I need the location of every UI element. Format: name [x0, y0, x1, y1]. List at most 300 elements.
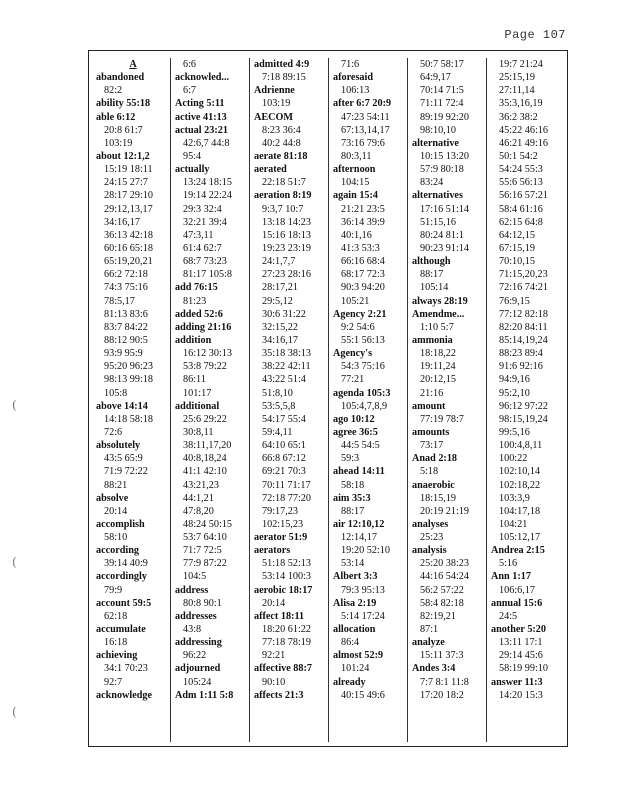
index-reference: 90:23 91:14: [420, 242, 469, 254]
index-reference: 91:6 92:16: [499, 361, 543, 373]
index-reference: 12:14,17: [341, 532, 377, 544]
index-reference: 15:19 18:11: [104, 164, 153, 176]
index-reference: 14:18 58:18: [104, 413, 153, 425]
index-reference: 7:18 89:15: [262, 72, 306, 84]
index-reference: 103:19: [104, 137, 133, 149]
index-reference: 90:10: [262, 676, 286, 688]
index-reference: 77:18 78:19: [262, 637, 311, 649]
index-reference: 69:21 70:3: [262, 466, 306, 478]
index-reference: 43:21,23: [183, 479, 219, 491]
index-reference: 77:9 87:22: [183, 558, 227, 570]
index-reference: 25:6 29:22: [183, 413, 227, 425]
index-headword: analyze: [412, 637, 445, 649]
index-reference: 93:9 95:9: [104, 348, 143, 360]
index-reference: 24:5: [499, 610, 518, 622]
index-headword: above 14:14: [96, 400, 148, 412]
index-reference: 67:13,14,17: [341, 124, 390, 136]
index-reference: 95:2,10: [499, 387, 530, 399]
index-reference: 34:16,17: [104, 216, 140, 228]
index-reference: 83:7 84:22: [104, 321, 148, 333]
index-headword: abandoned: [96, 72, 145, 84]
index-headword: agenda 105:3: [333, 387, 391, 399]
index-reference: 66:8 67:12: [262, 453, 306, 465]
index-column-4: [329, 58, 408, 742]
index-reference: 29:5,12: [262, 295, 293, 307]
index-headword: Amendme...: [412, 308, 465, 320]
index-reference: 53:7 64:10: [183, 532, 227, 544]
index-reference: 53:5,5,8: [262, 400, 296, 412]
index-reference: 15:16 18:13: [262, 229, 311, 241]
index-reference: 105:21: [341, 295, 370, 307]
index-reference: 71:7 72:5: [183, 545, 222, 557]
index-reference: 77:12 82:18: [499, 308, 548, 320]
index-reference: 88:17: [420, 269, 444, 281]
index-reference: 24:1,7,7: [262, 256, 296, 268]
index-headword: Agency's: [333, 348, 373, 360]
index-reference: 88:21: [104, 479, 128, 491]
index-reference: 39:14 40:9: [104, 558, 148, 570]
index-reference: 40:15 49:6: [341, 689, 385, 701]
index-reference: 36:2 38:2: [499, 111, 538, 123]
index-headword: annual 15:6: [491, 597, 543, 609]
index-headword: additional: [175, 400, 220, 412]
index-reference: 94:9,16: [499, 374, 530, 386]
index-headword: allocation: [333, 624, 376, 636]
index-headword: actually: [175, 164, 210, 176]
index-reference: 51:18 52:13: [262, 558, 311, 570]
index-headword: Andes 3:4: [412, 663, 456, 675]
index-headword: affect 18:11: [254, 610, 305, 622]
index-reference: 104:17,18: [499, 505, 541, 517]
index-reference: 89:19 92:20: [420, 111, 469, 123]
index-headword: about 12:1,2: [96, 150, 150, 162]
index-reference: 101:24: [341, 663, 370, 675]
index-reference: 10:15 13:20: [420, 150, 469, 162]
index-headword: Agency 2:21: [333, 308, 387, 320]
index-headword: ability 55:18: [96, 98, 151, 110]
index-reference: 6:7: [183, 85, 197, 97]
index-headword: Acting 5:11: [175, 98, 225, 110]
index-headword: agree 36:5: [333, 426, 378, 438]
index-reference: 29:3 32:4: [183, 203, 222, 215]
index-reference: 58:10: [104, 532, 128, 544]
index-reference: 88:23 89:4: [499, 348, 543, 360]
index-reference: 105:24: [183, 676, 212, 688]
index-reference: 48:24 50:15: [183, 518, 232, 530]
index-reference: 41:3 53:3: [341, 242, 380, 254]
index-reference: 92:7: [104, 676, 123, 688]
index-reference: 20:14: [104, 505, 128, 517]
index-reference: 103:3,9: [499, 492, 530, 504]
index-reference: 41:1 42:10: [183, 466, 227, 478]
index-reference: 53:8 79:22: [183, 361, 227, 373]
index-reference: 72:16 74:21: [499, 282, 548, 294]
index-reference: 28:17 29:10: [104, 190, 153, 202]
index-reference: 66:2 72:18: [104, 269, 148, 281]
index-reference: 64:9,17: [420, 72, 451, 84]
index-reference: 9:3,7 10:7: [262, 203, 304, 215]
index-reference: 88:17: [341, 505, 365, 517]
index-headword: adjourned: [175, 663, 221, 675]
index-reference: 22:18 51:7: [262, 177, 306, 189]
index-reference: 95:4: [183, 150, 202, 162]
index-reference: 5:18: [420, 466, 439, 478]
index-reference: 44:16 54:24: [420, 571, 469, 583]
index-headword: amounts: [412, 426, 450, 438]
index-reference: 68:17 72:3: [341, 269, 385, 281]
index-reference: 34:16,17: [262, 334, 298, 346]
index-headword: aerated: [254, 164, 287, 176]
index-reference: 27:23 28:16: [262, 269, 311, 281]
index-headword: absolve: [96, 492, 129, 504]
index-reference: 8:23 36:4: [262, 124, 301, 136]
index-reference: 96:12 97:22: [499, 400, 548, 412]
index-headword: already: [333, 676, 366, 688]
index-reference: 105:8: [104, 387, 128, 399]
index-headword: aim 35:3: [333, 492, 371, 504]
index-reference: 104:15: [341, 177, 370, 189]
index-reference: 88:12 90:5: [104, 334, 148, 346]
margin-mark: (: [12, 705, 17, 719]
index-reference: 27:11,14: [499, 85, 535, 97]
index-reference: 53:14 100:3: [262, 571, 311, 583]
index-reference: 62:15 64:8: [499, 216, 543, 228]
index-reference: 50:7 58:17: [420, 59, 464, 70]
index-reference: 17:16 51:14: [420, 203, 469, 215]
index-column-2: [171, 58, 250, 742]
index-reference: 76:9,15: [499, 295, 530, 307]
index-reference: 29:14 45:6: [499, 650, 543, 662]
index-reference: 57:9 80:18: [420, 164, 464, 176]
index-headword: aforesaid: [333, 72, 373, 84]
index-headword: aerators: [254, 545, 291, 557]
index-reference: 90:3 94:20: [341, 282, 385, 294]
index-headword: admitted 4:9: [254, 59, 310, 70]
index-headword: acknowled...: [175, 72, 230, 84]
index-headword: ahead 14:11: [333, 466, 385, 478]
index-reference: 105:12,17: [499, 532, 541, 544]
index-reference: 19:7 21:24: [499, 59, 543, 70]
index-reference: 70:10,15: [499, 256, 535, 268]
index-reference: 13:24 18:15: [183, 177, 232, 189]
index-reference: 51:15,16: [420, 216, 456, 228]
index-reference: 85:14,19,24: [499, 334, 548, 346]
index-reference: 32:15,22: [262, 321, 298, 333]
index-headword: addressing: [175, 637, 222, 649]
index-headword: added 52:6: [175, 308, 223, 320]
index-reference: 18:15,19: [420, 492, 456, 504]
index-reference: 98:10,10: [420, 124, 456, 136]
index-reference: 101:17: [183, 387, 212, 399]
index-headword: adding 21:16: [175, 321, 232, 333]
index-headword: accumulate: [96, 624, 146, 636]
index-reference: 19:14 22:24: [183, 190, 232, 202]
index-reference: 74:3 75:16: [104, 282, 148, 294]
index-headword: addresses: [175, 610, 217, 622]
index-headword: Alisa 2:19: [333, 597, 377, 609]
index-reference: 56:2 57:22: [420, 584, 464, 596]
index-columns: [92, 58, 568, 742]
index-reference: 77:19 78:7: [420, 413, 464, 425]
index-headword: another 5:20: [491, 624, 546, 636]
index-reference: 67:15,19: [499, 242, 535, 254]
index-reference: 100:4,8,11: [499, 440, 543, 452]
index-reference: 46:21 49:16: [499, 137, 548, 149]
index-headword: answer 11:3: [491, 676, 543, 688]
index-headword: aeration 8:19: [254, 190, 312, 202]
index-reference: 43:8: [183, 624, 202, 636]
index-reference: 36:14 39:9: [341, 216, 385, 228]
index-reference: 13:11 17:1: [499, 637, 543, 649]
index-reference: 25:15,19: [499, 72, 535, 84]
index-reference: 14:20 15:3: [499, 689, 543, 701]
index-reference: 105:14: [420, 282, 449, 294]
index-reference: 47:3,11: [183, 229, 214, 241]
index-reference: 79:9: [104, 584, 123, 596]
index-reference: 82:19,21: [420, 610, 456, 622]
index-reference: 83:24: [420, 177, 444, 189]
index-reference: 18:18,22: [420, 348, 456, 360]
index-reference: 32:21 39:4: [183, 216, 227, 228]
index-headword: alternative: [412, 137, 459, 149]
index-column-1: [92, 58, 171, 742]
index-reference: 15:11 37:3: [420, 650, 464, 662]
index-reference: 25:23: [420, 532, 444, 544]
index-reference: 58:18: [341, 479, 365, 491]
index-headword: absolutely: [96, 440, 141, 452]
index-reference: 40:1,16: [341, 229, 372, 241]
index-reference: 99:5,16: [499, 426, 530, 438]
index-reference: 72:18 77:20: [262, 492, 311, 504]
index-column-6: [487, 58, 566, 742]
index-headword: Ann 1:17: [491, 571, 531, 583]
index-reference: 45:22 46:16: [499, 124, 548, 136]
index-reference: 102:15,23: [262, 518, 304, 530]
index-reference: 70:14 71:5: [420, 85, 464, 97]
index-reference: 82:20 84:11: [499, 321, 548, 333]
index-headword: ammonia: [412, 334, 453, 346]
index-reference: 104:21: [499, 518, 528, 530]
index-reference: 86:11: [183, 374, 206, 386]
index-headword: active 41:13: [175, 111, 227, 123]
index-reference: 44:1,21: [183, 492, 214, 504]
index-reference: 82:2: [104, 85, 123, 97]
page-number: Page 107: [504, 28, 566, 42]
index-reference: 55:6 56:13: [499, 177, 543, 189]
index-reference: 29:12,13,17: [104, 203, 153, 215]
index-reference: 96:22: [183, 650, 207, 662]
index-reference: 58:19 99:10: [499, 663, 548, 675]
index-reference: 51:8,10: [262, 387, 293, 399]
index-reference: 20:8 61:7: [104, 124, 143, 136]
margin-mark: (: [12, 398, 17, 412]
index-reference: 17:20 18:2: [420, 689, 464, 701]
index-reference: 71:11 72:4: [420, 98, 464, 110]
index-reference: 54:3 75:16: [341, 361, 385, 373]
index-reference: 25:20 38:23: [420, 558, 469, 570]
index-reference: 71:15,20,23: [499, 269, 548, 281]
index-reference: 38:22 42:11: [262, 361, 311, 373]
index-reference: 53:14: [341, 558, 365, 570]
index-reference: 86:4: [341, 637, 360, 649]
index-reference: 20:12,15: [420, 374, 456, 386]
index-headword: accordingly: [96, 571, 147, 583]
index-reference: 16:18: [104, 637, 128, 649]
index-headword: AECOM: [254, 111, 294, 123]
index-headword: acknowledge: [96, 689, 153, 701]
index-headword: air 12:10,12: [333, 518, 385, 530]
index-headword: address: [175, 584, 209, 596]
index-headword: Andrea 2:15: [491, 545, 545, 557]
index-reference: 73:16 79:6: [341, 137, 385, 149]
index-headword: always 28:19: [412, 295, 468, 307]
index-reference: 59:4,11: [262, 426, 293, 438]
index-reference: 38:11,17,20: [183, 440, 232, 452]
index-reference: 54:24 55:3: [499, 164, 543, 176]
index-headword: after 6:7 20:9: [333, 98, 392, 110]
index-reference: 98:15,19,24: [499, 413, 548, 425]
index-headword: aerator 51:9: [254, 532, 308, 544]
index-reference: 81:13 83:6: [104, 308, 148, 320]
index-headword: analyses: [412, 518, 449, 530]
index-reference: 64:12,15: [499, 229, 535, 241]
index-reference: 5:16: [499, 558, 518, 570]
index-reference: 16:12 30:13: [183, 348, 232, 360]
index-reference: 13:18 14:23: [262, 216, 311, 228]
index-column-3: [250, 58, 329, 742]
index-reference: 92:21: [262, 650, 286, 662]
index-headword: affects 21:3: [254, 689, 304, 701]
index-reference: 78:5,17: [104, 295, 135, 307]
index-reference: 100:22: [499, 453, 528, 465]
index-reference: 35:18 38:13: [262, 348, 311, 360]
index-reference: 80:3,11: [341, 150, 372, 162]
index-reference: 44:5 54:5: [341, 440, 380, 452]
index-reference: 61:4 62:7: [183, 242, 222, 254]
index-headword: afternoon: [333, 164, 376, 176]
index-headword: analysis: [412, 545, 447, 557]
index-reference: 65:19,20,21: [104, 256, 153, 268]
index-headword: Albert 3:3: [333, 571, 378, 583]
index-reference: 19:20 52:10: [341, 545, 390, 557]
index-reference: 20:19 21:19: [420, 505, 469, 517]
index-reference: 104:5: [183, 571, 207, 583]
index-reference: 71:6: [341, 59, 360, 70]
index-headword: Adm 1:11 5:8: [175, 689, 234, 701]
index-reference: 21:16: [420, 387, 444, 399]
index-reference: 19:11,24: [420, 361, 456, 373]
index-reference: 66:16 68:4: [341, 256, 385, 268]
index-reference: 56:16 57:21: [499, 190, 548, 202]
index-reference: 47:8,20: [183, 505, 214, 517]
index-reference: 58:4 82:18: [420, 597, 464, 609]
index-reference: 105:4,7,8,9: [341, 400, 388, 412]
index-reference: 19:23 23:19: [262, 242, 311, 254]
index-reference: 103:19: [262, 98, 291, 110]
index-reference: 70:11 71:17: [262, 479, 311, 491]
margin-mark: (: [12, 555, 17, 569]
index-reference: 6:6: [183, 59, 197, 70]
index-reference: 71:9 72:22: [104, 466, 148, 478]
index-reference: 7:7 8:1 11:8: [420, 676, 469, 688]
index-reference: 102:10,14: [499, 466, 541, 478]
index-reference: 77:21: [341, 374, 365, 386]
index-reference: 36:13 42:18: [104, 229, 153, 241]
index-reference: 106:13: [341, 85, 370, 97]
index-headword: able 6:12: [96, 111, 136, 123]
index-reference: 80:8 90:1: [183, 597, 222, 609]
index-headword: affective 88:7: [254, 663, 312, 675]
index-reference: 21:21 23:5: [341, 203, 385, 215]
index-reference: 73:17: [420, 440, 444, 452]
index-reference: 40:2 44:8: [262, 137, 301, 149]
index-headword: Anad 2:18: [412, 453, 458, 465]
index-headword: Adrienne: [254, 85, 295, 97]
index-reference: 58:4 61:16: [499, 203, 543, 215]
index-reference: 50:1 54:2: [499, 150, 538, 162]
index-reference: 81:17 105:8: [183, 269, 232, 281]
index-reference: 24:15 27:7: [104, 177, 148, 189]
index-reference: 102:18,22: [499, 479, 541, 491]
index-reference: 79:17,23: [262, 505, 298, 517]
index-reference: 9:2 54:6: [341, 321, 375, 333]
index-headword: achieving: [96, 650, 138, 662]
index-headword: according: [96, 545, 140, 557]
index-headword: anaerobic: [412, 479, 455, 491]
index-reference: 43:5 65:9: [104, 453, 143, 465]
index-reference: 40:8,18,24: [183, 453, 227, 465]
index-reference: 34:1 70:23: [104, 663, 148, 675]
index-reference: 68:7 73:23: [183, 256, 227, 268]
index-reference: 87:1: [420, 624, 439, 636]
index-reference: 80:24 81:1: [420, 229, 464, 241]
index-column-5: [408, 58, 487, 742]
index-reference: 20:14: [262, 597, 286, 609]
index-reference: 30:6 31:22: [262, 308, 306, 320]
index-headword: almost 52:9: [333, 650, 384, 662]
index-reference: 1:10 5:7: [420, 321, 454, 333]
index-reference: 35:3,16,19: [499, 98, 543, 110]
index-headword: amount: [412, 400, 446, 412]
index-reference: 64:10 65:1: [262, 440, 306, 452]
index-headword: accomplish: [96, 518, 145, 530]
index-reference: 43:22 51:4: [262, 374, 306, 386]
index-reference: 98:13 99:18: [104, 374, 153, 386]
index-headword: again 15:4: [333, 190, 378, 202]
index-headword: add 76:15: [175, 282, 218, 294]
index-headword: alternatives: [412, 190, 463, 202]
index-reference: 106:6,17: [499, 584, 535, 596]
index-reference: 47:23 54:11: [341, 111, 390, 123]
index-headword: ago 10:12: [333, 413, 375, 425]
index-headword: addition: [175, 334, 212, 346]
index-reference: 30:8,11: [183, 426, 214, 438]
index-reference: 59:3: [341, 453, 360, 465]
index-reference: 18:20 61:22: [262, 624, 311, 636]
index-headword: although: [412, 256, 451, 268]
index-headword: actual 23:21: [175, 124, 228, 136]
index-reference: 79:3 95:13: [341, 584, 385, 596]
index-reference: 54:17 55:4: [262, 413, 306, 425]
index-headword: account 59:5: [96, 597, 152, 609]
index-headword: aerobic 18:17: [254, 584, 313, 596]
index-reference: 55:1 56:13: [341, 334, 385, 346]
index-reference: 28:17,21: [262, 282, 298, 294]
index-reference: 95:20 96:23: [104, 361, 153, 373]
index-headword: aerate 81:18: [254, 150, 308, 162]
index-reference: 62:18: [104, 610, 128, 622]
index-reference: 5:14 17:24: [341, 610, 385, 622]
